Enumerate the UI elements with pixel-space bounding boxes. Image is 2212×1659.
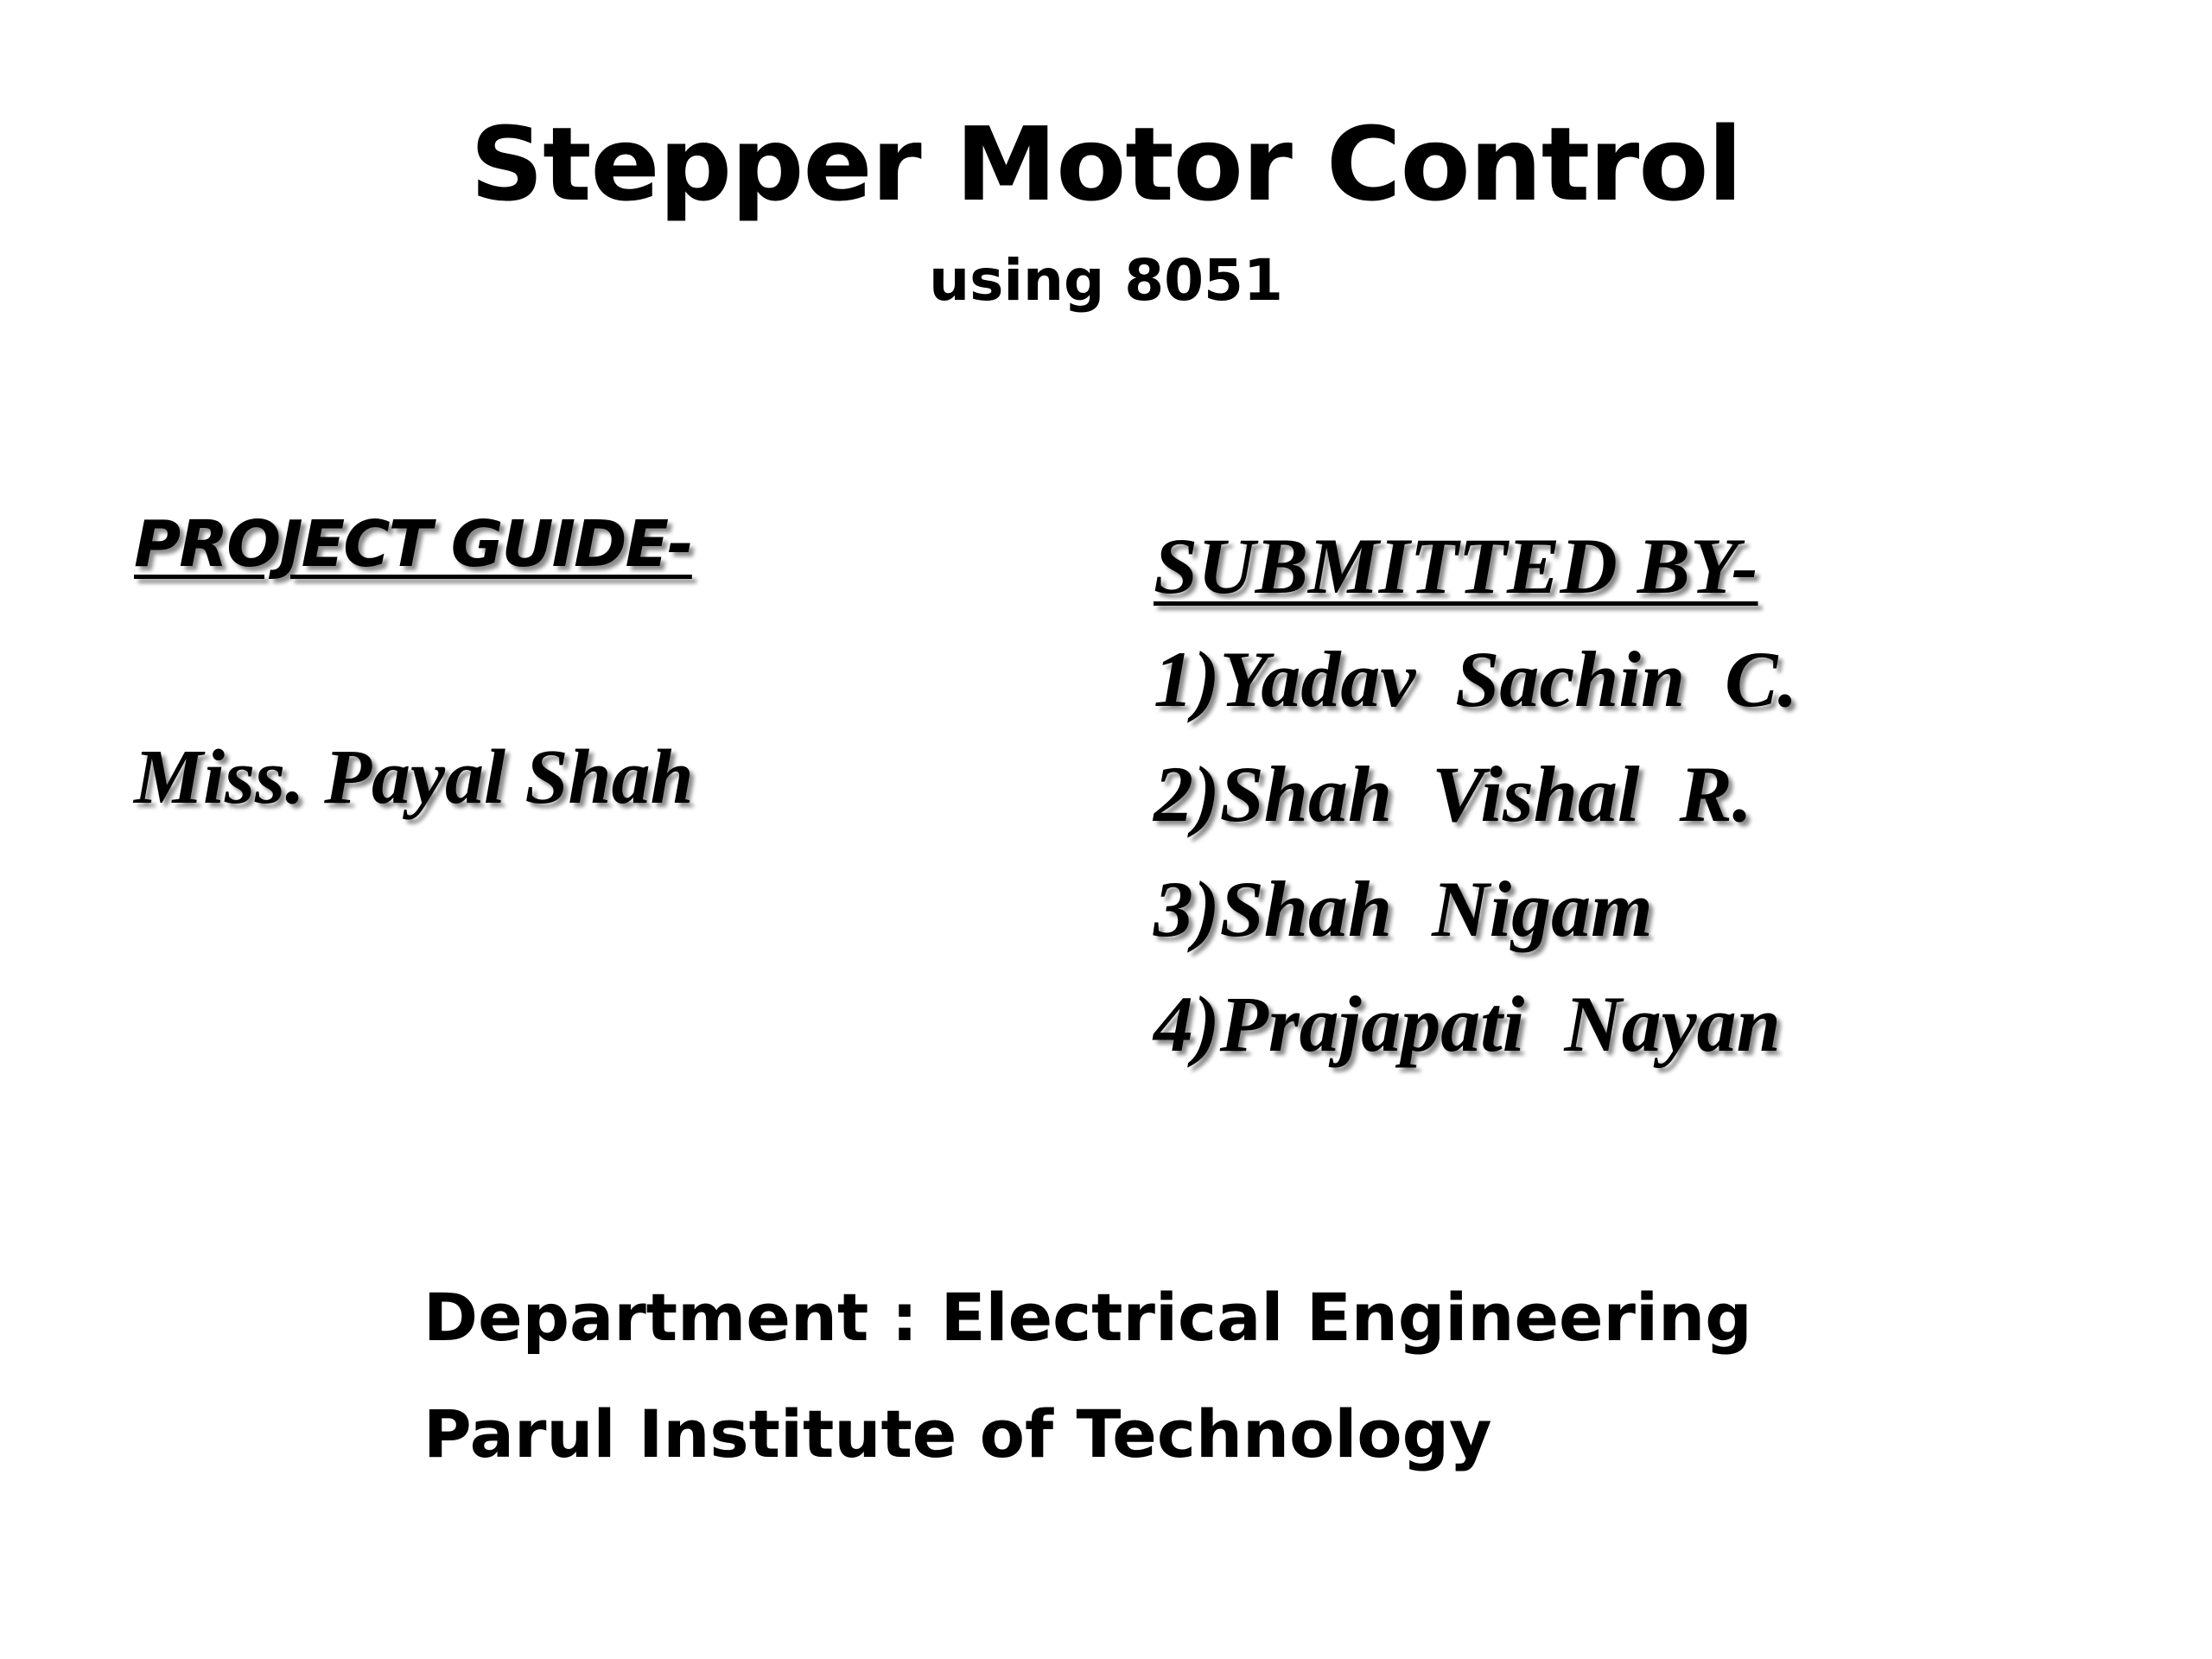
submitted-by-section bbox=[1154, 510, 1797, 1082]
member-item: 3)Shah Nigam bbox=[1154, 865, 1653, 953]
member-item: 4)Prajapati Nayan bbox=[1154, 980, 1781, 1068]
member-list bbox=[1154, 622, 1797, 1082]
submitted-by-heading: SUBMITTED BY- bbox=[1154, 522, 1758, 610]
slide-subtitle: using 8051 bbox=[929, 247, 1283, 314]
slide-title: Stepper Motor Control bbox=[470, 105, 1742, 224]
project-guide-heading: PROJECT GUIDE- bbox=[134, 507, 692, 582]
institute-line: Parul Institute of Technology bbox=[423, 1395, 1492, 1472]
member-item: 1)Yadav Sachin C. bbox=[1154, 635, 1798, 723]
member-item: 2)Shah Vishal R. bbox=[1154, 750, 1752, 838]
department-line: Department : Electrical Engineering bbox=[423, 1279, 1752, 1356]
project-guide-name: Miss. Payal Shah bbox=[134, 734, 694, 820]
